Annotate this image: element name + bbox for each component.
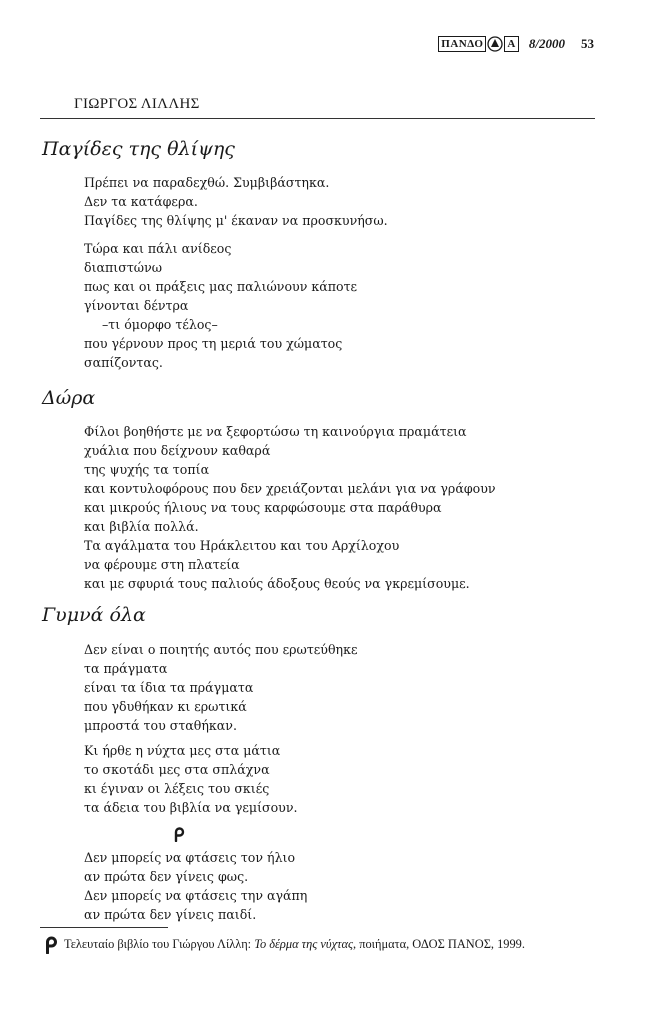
- poem-line: χυάλια που δείχνουν καθαρά: [84, 443, 271, 458]
- poem-line: κι έγιναν οι λέξεις του σκιές: [84, 781, 270, 796]
- author-name: ΓΙΩΡΓΟΣ ΛΙΛΛΗΣ: [74, 96, 200, 112]
- magazine-name-suffix: Α: [504, 36, 518, 52]
- poem-line: Φίλοι βοηθήστε με να ξεφορτώσω τη καινούργια πραμάτεια: [84, 424, 467, 439]
- stanza: [84, 239, 357, 372]
- rho-ornament-icon: [173, 826, 185, 842]
- poem-line: μπροστά του σταθήκαν.: [84, 718, 237, 733]
- poem-line: και βιβλία πολλά.: [84, 519, 199, 534]
- poem-line: Δεν είναι ο ποιητής αυτός που ερωτεύθηκε: [84, 642, 358, 657]
- poem-title: Γυμνά όλα: [42, 604, 146, 626]
- lamp-emblem-icon: [487, 36, 503, 52]
- poem-line: τα άδεια του βιβλία να γεμίσουν.: [84, 800, 298, 815]
- poem-line: σαπίζοντας.: [84, 355, 163, 370]
- poem-line: αν πρώτα δεν γίνεις φως.: [84, 869, 249, 884]
- footnote: [44, 935, 525, 954]
- footnote-book-title: Το δέρμα της νύχτας: [254, 937, 353, 951]
- poem-title: Παγίδες της θλίψης: [42, 138, 235, 160]
- poem-line: τα πράγματα: [84, 661, 168, 676]
- poem-line: και με σφυριά τους παλιούς άδοξους θεούς να γκρεμίσουμε.: [84, 576, 470, 591]
- magazine-name-prefix: ΠΑΝΔΟ: [438, 36, 486, 52]
- stanza: [84, 640, 358, 735]
- poem-line: Δεν μπορείς να φτάσεις την αγάπη: [84, 888, 308, 903]
- footnote-text: Τελευταίο βιβλίο του Γιώργου Λίλλη:: [64, 937, 255, 951]
- poem-line: Πρέπει να παραδεχθώ. Συμβιβάστηκα.: [84, 175, 330, 190]
- issue-number: 8/2000: [528, 36, 565, 51]
- poem-line: γίνονται δέντρα: [84, 298, 189, 313]
- poem-line: και μικρούς ήλιους να τους καρφώσουμε στα παράθυρα: [84, 500, 442, 515]
- poem-line: της ψυχής τα τοπία: [84, 462, 210, 477]
- poem-line: Τώρα και πάλι ανίδεος: [84, 241, 232, 256]
- stanza: [84, 848, 307, 924]
- poem-line: και κοντυλοφόρους που δεν χρειάζονται μελάνι για να γράφουν: [84, 481, 496, 496]
- page-number: 53: [581, 36, 594, 51]
- poem-line: διαπιστώνω: [84, 260, 162, 275]
- poem-line: πως και οι πράξεις μας παλιώνουν κάποτε: [84, 279, 358, 294]
- poem-line: Δεν τα κατάφερα.: [84, 194, 198, 209]
- stanza: [84, 422, 496, 593]
- poem-line: που γδυθήκαν κι ερωτικά: [84, 699, 247, 714]
- poem-line: είναι τα ίδια τα πράγματα: [84, 680, 254, 695]
- stanza: [84, 173, 388, 230]
- running-header: [438, 36, 594, 52]
- poem-line: το σκοτάδι μες στα σπλάχνα: [84, 762, 270, 777]
- stanza: [84, 741, 298, 817]
- footnote-rule: [40, 927, 168, 928]
- poem-line: Δεν μπορείς να φτάσεις τον ήλιο: [84, 850, 296, 865]
- poem-line: Κι ήρθε η νύχτα μες στα μάτια: [84, 743, 281, 758]
- poem-title: Δώρα: [42, 387, 96, 409]
- magazine-logo: [438, 36, 519, 52]
- poem-line: Παγίδες της θλίψης μ' έκαναν να προσκυνήσω.: [84, 213, 388, 228]
- footnote-text-end: , ποιήματα, ΟΔΟΣ ΠΑΝΟΣ, 1999.: [353, 937, 525, 951]
- poem-line: –τι όμορφο τέλος–: [102, 317, 218, 332]
- poem-line: να φέρουμε στη πλατεία: [84, 557, 240, 572]
- poem-line: αν πρώτα δεν γίνεις παιδί.: [84, 907, 257, 922]
- rho-marker-icon: [44, 935, 58, 954]
- poem-line: Τα αγάλματα του Ηράκλειτου και του Αρχίλοχου: [84, 538, 400, 553]
- poem-line: που γέρνουν προς τη μεριά του χώματος: [84, 336, 343, 351]
- header-rule: [40, 118, 595, 119]
